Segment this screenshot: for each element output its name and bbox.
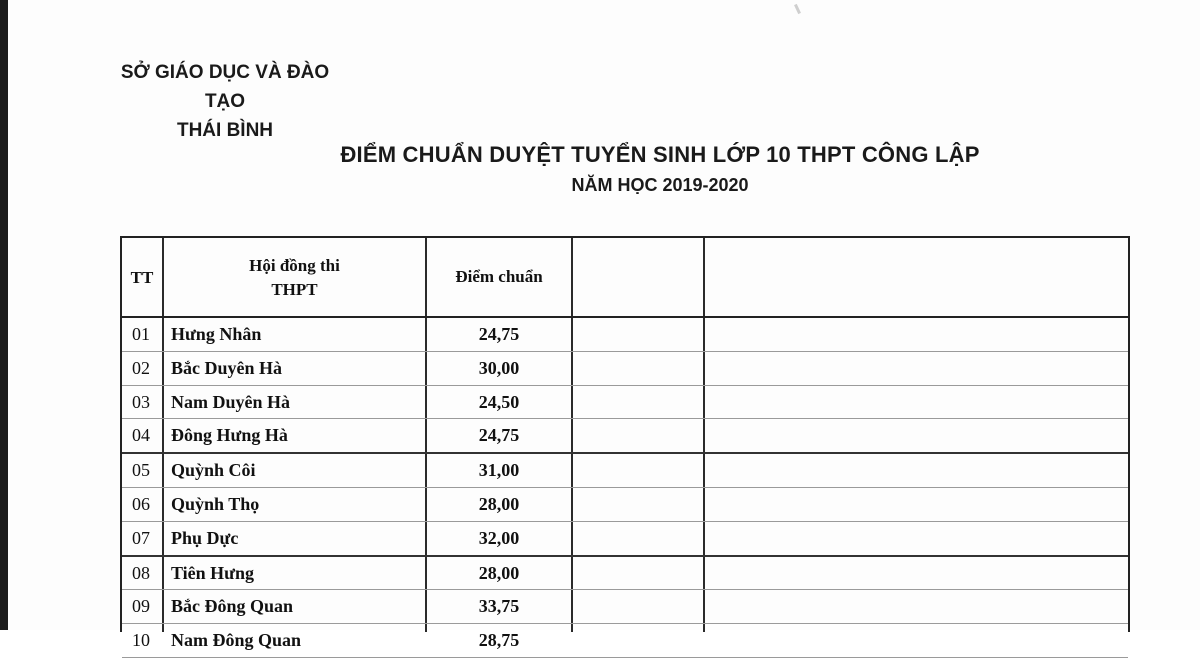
council-name: Nam Đông Quan	[171, 630, 302, 651]
row-number: 07	[132, 527, 150, 548]
row-number: 04	[132, 425, 150, 446]
cutoff-score-table	[120, 236, 1130, 651]
council-name: Nam Duyên Hà	[171, 391, 291, 412]
council-name: Bắc Duyên Hà	[171, 357, 283, 378]
table-row	[122, 488, 1128, 522]
scan-speck	[794, 4, 801, 14]
cutoff-score: 32,00	[478, 527, 520, 548]
council-name: Phụ Dực	[171, 527, 239, 548]
row-number: 01	[132, 324, 150, 344]
department-heading	[115, 58, 335, 145]
table-row	[122, 419, 1128, 454]
row-number: 10	[132, 630, 150, 651]
row-number: 06	[132, 493, 150, 514]
scan-border	[0, 0, 8, 630]
school-year: NĂM HỌC 2019-2020	[571, 175, 749, 195]
row-number: 03	[132, 391, 150, 412]
cutoff-score: 33,75	[478, 596, 520, 617]
table-row	[122, 522, 1128, 557]
table-row	[122, 352, 1128, 386]
header-score: Điểm chuẩn	[455, 267, 543, 286]
cutoff-score: 28,75	[478, 630, 520, 651]
header-council-line2: THPT	[271, 280, 318, 299]
cutoff-score: 24,50	[478, 391, 520, 412]
department-name: SỞ GIÁO DỤC VÀ ĐÀO TẠO	[120, 62, 330, 112]
header-tt: TT	[130, 268, 154, 287]
council-name: Quỳnh Thọ	[171, 493, 260, 514]
council-name: Bắc Đông Quan	[171, 596, 294, 617]
cutoff-score: 28,00	[478, 493, 520, 514]
cutoff-score: 31,00	[478, 460, 520, 481]
table-row	[122, 386, 1128, 420]
table-row	[122, 624, 1128, 658]
header-council-line1: Hội đồng thi	[249, 256, 340, 275]
council-name: Quỳnh Côi	[171, 460, 256, 481]
council-name: Tiên Hưng	[171, 562, 254, 583]
document-title: ĐIỂM CHUẨN DUYỆT TUYỂN SINH LỚP 10 THPT CÔNG LẬP	[340, 142, 980, 167]
table-row	[122, 318, 1128, 352]
table-row	[122, 590, 1128, 624]
row-number: 09	[132, 596, 150, 617]
row-number: 02	[132, 357, 150, 378]
cutoff-score: 28,00	[478, 562, 520, 583]
row-number: 08	[132, 562, 150, 583]
header-council	[164, 254, 425, 302]
row-number: 05	[132, 460, 150, 481]
province-name: THÁI BÌNH	[176, 120, 274, 141]
table-body	[122, 318, 1128, 658]
cutoff-score: 24,75	[478, 324, 520, 344]
table-row	[122, 557, 1128, 591]
cutoff-score: 24,75	[478, 425, 520, 446]
cutoff-score: 30,00	[478, 357, 520, 378]
table-row	[122, 454, 1128, 488]
council-name: Hưng Nhân	[171, 324, 262, 344]
council-name: Đông Hưng Hà	[171, 425, 288, 446]
